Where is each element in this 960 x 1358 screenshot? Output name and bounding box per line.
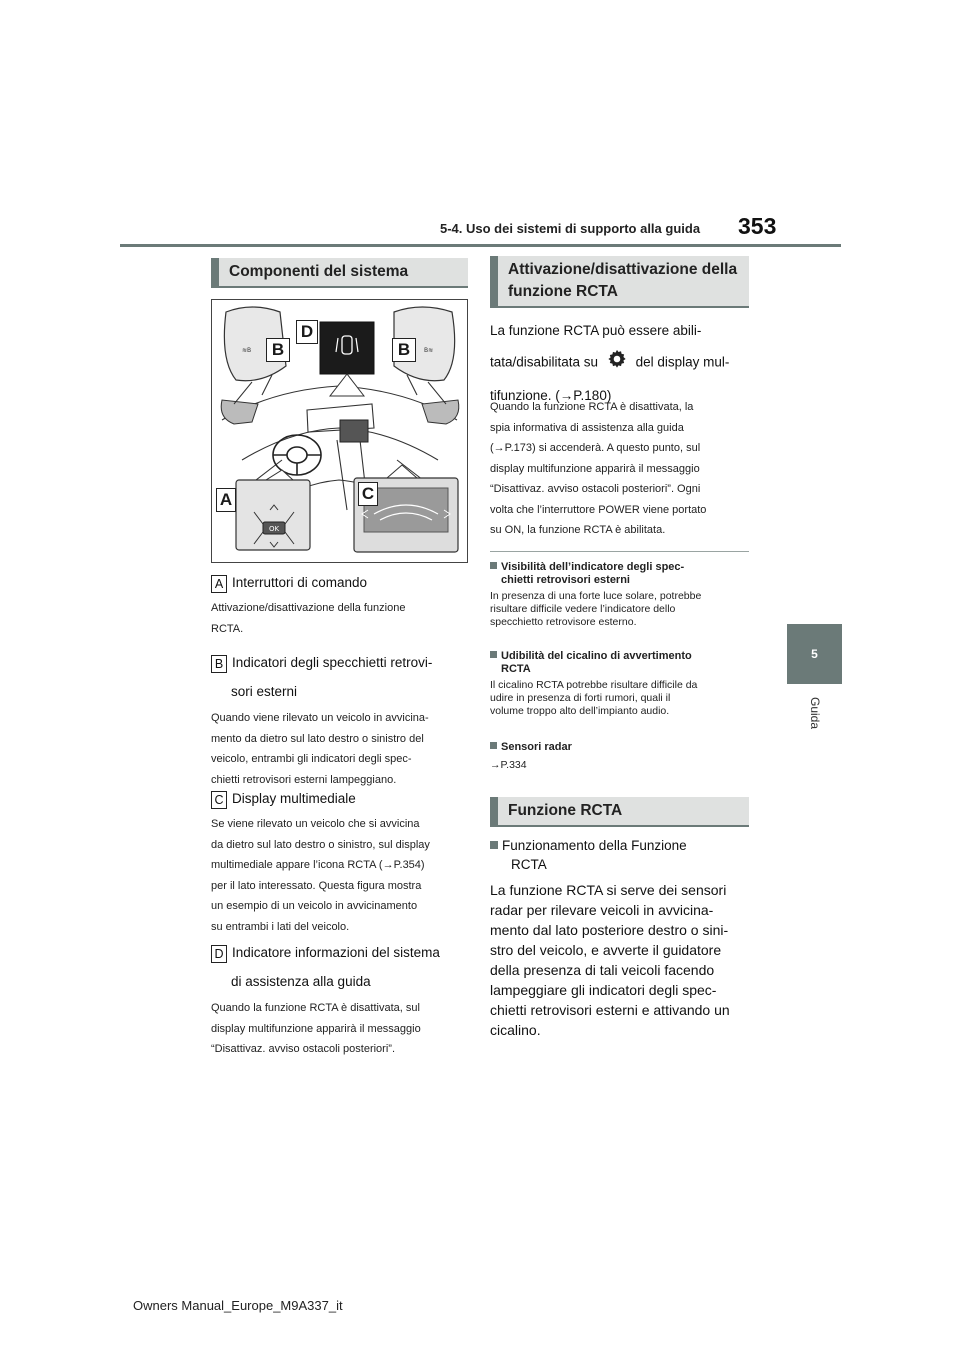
para-line: Quando la funzione RCTA è disattivata, la [490, 401, 694, 413]
item-c-desc-line: su entrambi i lati del veicolo. [211, 920, 350, 933]
notes-divider [490, 551, 749, 552]
chapter-label [786, 692, 844, 734]
intro-line2b: del display mul- [635, 354, 730, 370]
item-b-desc-line: chietti retrovisori esterni lampeggiano. [211, 773, 397, 786]
activation-intro [490, 318, 760, 408]
callout-b-left: B [266, 338, 290, 362]
item-c-title: Display multimediale [232, 791, 356, 806]
item-b-desc-line: veicolo, entrambi gli indicatori degli spec- [211, 753, 412, 765]
item-b [211, 650, 473, 790]
svg-text:B≋: B≋ [424, 347, 434, 354]
note-buzzer-body [490, 679, 752, 718]
rcta-sub-head-line: RCTA [511, 857, 547, 872]
section-title-activation-line2: funzione RCTA [508, 283, 618, 300]
para-line: display multifunzione apparirà il messaggio [490, 462, 700, 475]
item-c-desc [211, 814, 473, 937]
note-radar-head [490, 741, 752, 754]
item-d [211, 940, 473, 1060]
section-title-components: Componenti del sistema [211, 258, 468, 288]
note-head-line: RCTA [501, 663, 531, 675]
chapter-label-text: Guida [808, 696, 822, 730]
item-c [211, 786, 473, 937]
note-head-line: Sensori radar [501, 741, 572, 753]
badge-b: B [211, 655, 227, 673]
item-d-desc-line: Quando la funzione RCTA è disattivata, sul [211, 1002, 420, 1014]
item-d-title-row [211, 940, 473, 965]
item-b-title-cont: sori esterni [231, 684, 298, 699]
item-c-desc-line: da dietro sul lato destro o sinistro, sul display [211, 838, 430, 851]
item-c-desc-line: per il lato interessato. Questa figura mostra [211, 879, 422, 892]
note-radar [490, 741, 752, 772]
item-c-title-row [211, 786, 473, 811]
callout-d: D [296, 320, 318, 344]
note-visibility-body [490, 590, 752, 629]
gear-icon [606, 348, 628, 378]
note-line: specchietto retrovisore esterno. [490, 616, 637, 628]
rcta-body-line: La funzione RCTA si serve dei sensori [490, 882, 727, 898]
item-a-title-row [211, 570, 471, 595]
section-title-rcta: Funzione RCTA [490, 797, 749, 827]
dashboard-illustration [212, 300, 467, 562]
badge-c: C [211, 791, 227, 809]
rcta-body-line: radar per rilevare veicoli in avvicina- [490, 902, 714, 918]
item-b-desc [211, 708, 473, 790]
note-head-line: chietti retrovisori esterni [501, 574, 630, 586]
item-d-desc-line: display multifunzione apparirà il messaggio [211, 1022, 421, 1035]
bullet-square-icon [490, 651, 497, 658]
item-d-title: Indicatore informazioni del sistema [232, 945, 440, 960]
intro-line2a: tata/disabilitata su [490, 354, 599, 370]
item-a-desc-line: RCTA. [211, 622, 244, 635]
header-rule [120, 244, 841, 247]
item-b-title: Indicatori degli specchietti retrovi- [232, 655, 433, 670]
intro-line: La funzione RCTA può essere abili- [490, 323, 702, 338]
note-visibility-head [490, 561, 752, 574]
item-b-title-row [211, 650, 473, 675]
rcta-body-line: lampeggiare gli indicatori degli spec- [490, 982, 717, 998]
item-a [211, 570, 471, 639]
page-number: 353 [738, 213, 777, 239]
chapter-tab: 5 [787, 624, 842, 684]
callout-a: A [216, 488, 236, 512]
note-line: udire in presenza di forti rumori, quali il [490, 692, 671, 704]
rcta-sub-head-line: Funzionamento della Funzione [502, 838, 687, 853]
item-a-title: Interruttori di comando [232, 575, 368, 590]
bullet-square-icon [490, 841, 498, 849]
para-line: su ON, la funzione RCTA è abilitata. [490, 524, 666, 536]
para-line: volta che l’interruttore POWER viene portato [490, 503, 707, 516]
item-a-desc [211, 598, 471, 639]
item-c-desc-line: multimediale appare l’icona RCTA (→P.354) [211, 859, 425, 871]
rcta-body [490, 880, 752, 1040]
note-line: In presenza di una forte luce solare, potrebbe [490, 590, 702, 602]
bullet-square-icon [490, 562, 497, 569]
footer-doc-id: Owners Manual_Europe_M9A337_it [133, 1298, 343, 1313]
section-title-activation-line1: Attivazione/disattivazione della [508, 260, 738, 278]
rcta-body-line: mento dal lato posteriore destro o sini- [490, 922, 729, 938]
note-line: Il cicalino RCTA potrebbe risultare difficile da [490, 679, 698, 691]
note-radar-link[interactable]: →P.334 [490, 759, 527, 771]
rcta-subsection [490, 836, 752, 1040]
rcta-body-line: cicalino. [490, 1022, 541, 1038]
para-line: (→P.173) si accenderà. A questo punto, sul [490, 442, 701, 454]
gear-icon-svg [606, 348, 628, 370]
activation-paragraph [490, 397, 760, 541]
badge-d: D [211, 945, 227, 963]
rcta-body-line: della presenza di tali veicoli facendo [490, 962, 715, 978]
intro-line: tifunzione. (→P.180) [490, 388, 612, 403]
rcta-sub-head [490, 836, 752, 855]
item-d-desc [211, 998, 473, 1060]
bullet-square-icon [490, 742, 497, 749]
note-visibility [490, 561, 752, 629]
item-b-desc-line: mento da dietro sul lato destro o sinistro del [211, 732, 424, 745]
item-c-desc-line: Se viene rilevato un veicolo che si avvicina [211, 818, 420, 830]
section-heading: 5-4. Uso dei sistemi di supporto alla guida [440, 221, 701, 236]
callout-b-right: B [392, 338, 416, 362]
rcta-body-line: stro del veicolo, e avverte il guidatore [490, 942, 722, 958]
item-d-title-cont: di assistenza alla guida [231, 974, 371, 989]
badge-a: A [211, 575, 227, 593]
system-illustration [211, 299, 468, 563]
callout-c: C [358, 482, 378, 506]
note-head-line: Udibilità del cicalino di avvertimento [501, 650, 692, 662]
rcta-body-line: chietti retrovisori esterni e attivando un [490, 1002, 730, 1018]
note-line: risultare difficile vedere l’indicatore dello [490, 603, 676, 615]
note-buzzer [490, 650, 752, 718]
ok-button-label: OK [268, 525, 280, 533]
note-head-line: Visibilità dell’indicatore degli spec- [501, 561, 685, 573]
item-a-desc-line: Attivazione/disattivazione della funzione [211, 602, 406, 614]
para-line: “Disattivaz. avviso ostacoli posteriori”. Ogni [490, 483, 701, 495]
intro-line-gear [490, 348, 760, 378]
item-d-desc-line: “Disattivaz. avviso ostacoli posteriori”. [211, 1043, 396, 1055]
item-c-desc-line: un esempio di un veicolo in avvicinamento [211, 900, 418, 912]
svg-text:≋B: ≋B [242, 347, 252, 354]
note-line: volume troppo alto dell’impianto audio. [490, 705, 670, 717]
note-buzzer-head [490, 650, 752, 663]
section-title-activation [490, 256, 749, 308]
item-b-desc-line: Quando viene rilevato un veicolo in avvicina- [211, 712, 429, 724]
para-line: spia informativa di assistenza alla guida [490, 421, 684, 434]
